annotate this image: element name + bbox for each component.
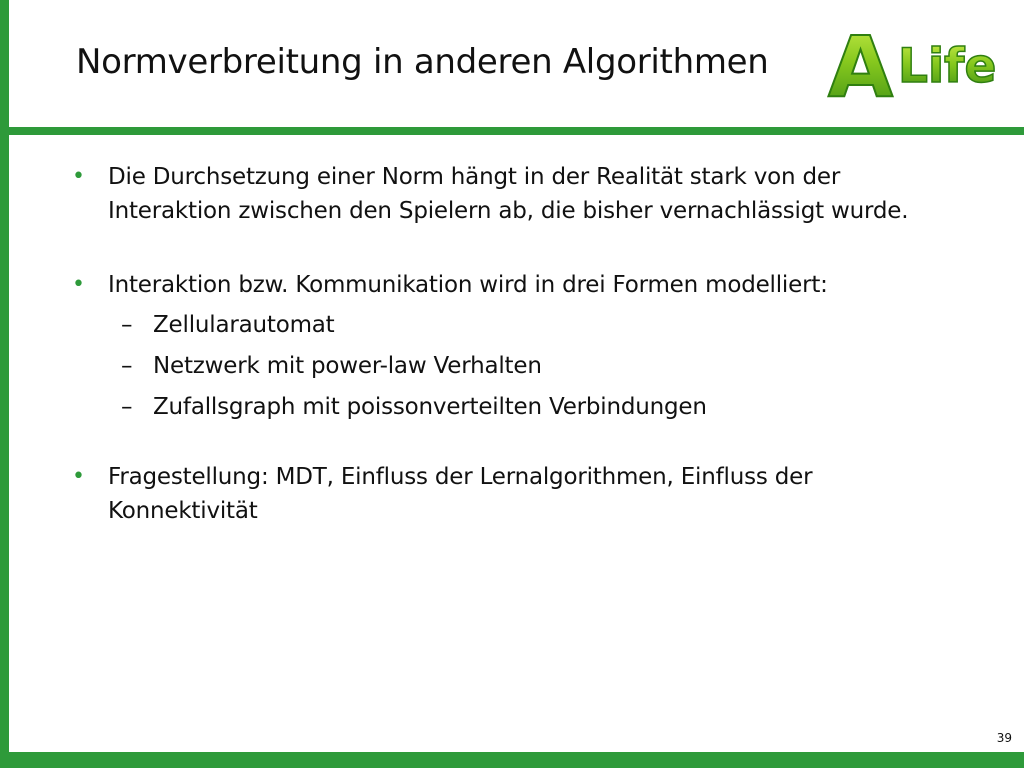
- bullet-item: [70, 268, 950, 302]
- svg-text:A: A: [828, 24, 894, 106]
- bullet-marker: •: [72, 164, 85, 189]
- sub-bullet-item: [70, 308, 950, 342]
- slide-title: Normverbreitung in anderen Algorithmen: [76, 42, 769, 82]
- footer-bar: [0, 752, 1024, 768]
- bullet-marker: •: [72, 272, 85, 297]
- svg-text:Life: Life: [898, 39, 997, 94]
- sub-bullet-item: [70, 390, 950, 424]
- header-divider: [0, 127, 1024, 135]
- slide-content: [70, 160, 950, 528]
- bullet-item: [70, 160, 950, 228]
- sub-bullet-text: Zufallsgraph mit poissonverteilten Verbindungen: [153, 394, 707, 420]
- left-accent-bar: [0, 0, 9, 768]
- bullet-item: [70, 460, 950, 528]
- bullet-text: Die Durchsetzung einer Norm hängt in der Realität stark von der Interaktion zwischen den Spielern ab, die bisher vernachlässigt wurde.: [108, 164, 909, 224]
- sub-bullet-text: Zellularautomat: [153, 312, 335, 338]
- bullet-text: Interaktion bzw. Kommunikation wird in drei Formen modelliert:: [108, 272, 828, 298]
- bullet-marker: •: [72, 464, 85, 489]
- sub-bullet-marker: –: [121, 353, 133, 379]
- sub-bullet-text: Netzwerk mit power-law Verhalten: [153, 353, 542, 379]
- page-number: 39: [996, 731, 1012, 745]
- alife-logo: [826, 24, 1012, 106]
- sub-bullet-list: [70, 308, 950, 424]
- sub-bullet-marker: –: [121, 312, 133, 338]
- sub-bullet-item: [70, 349, 950, 383]
- sub-bullet-marker: –: [121, 394, 133, 420]
- bullet-text: Fragestellung: MDT, Einfluss der Lernalgorithmen, Einfluss der Konnektivität: [108, 464, 813, 524]
